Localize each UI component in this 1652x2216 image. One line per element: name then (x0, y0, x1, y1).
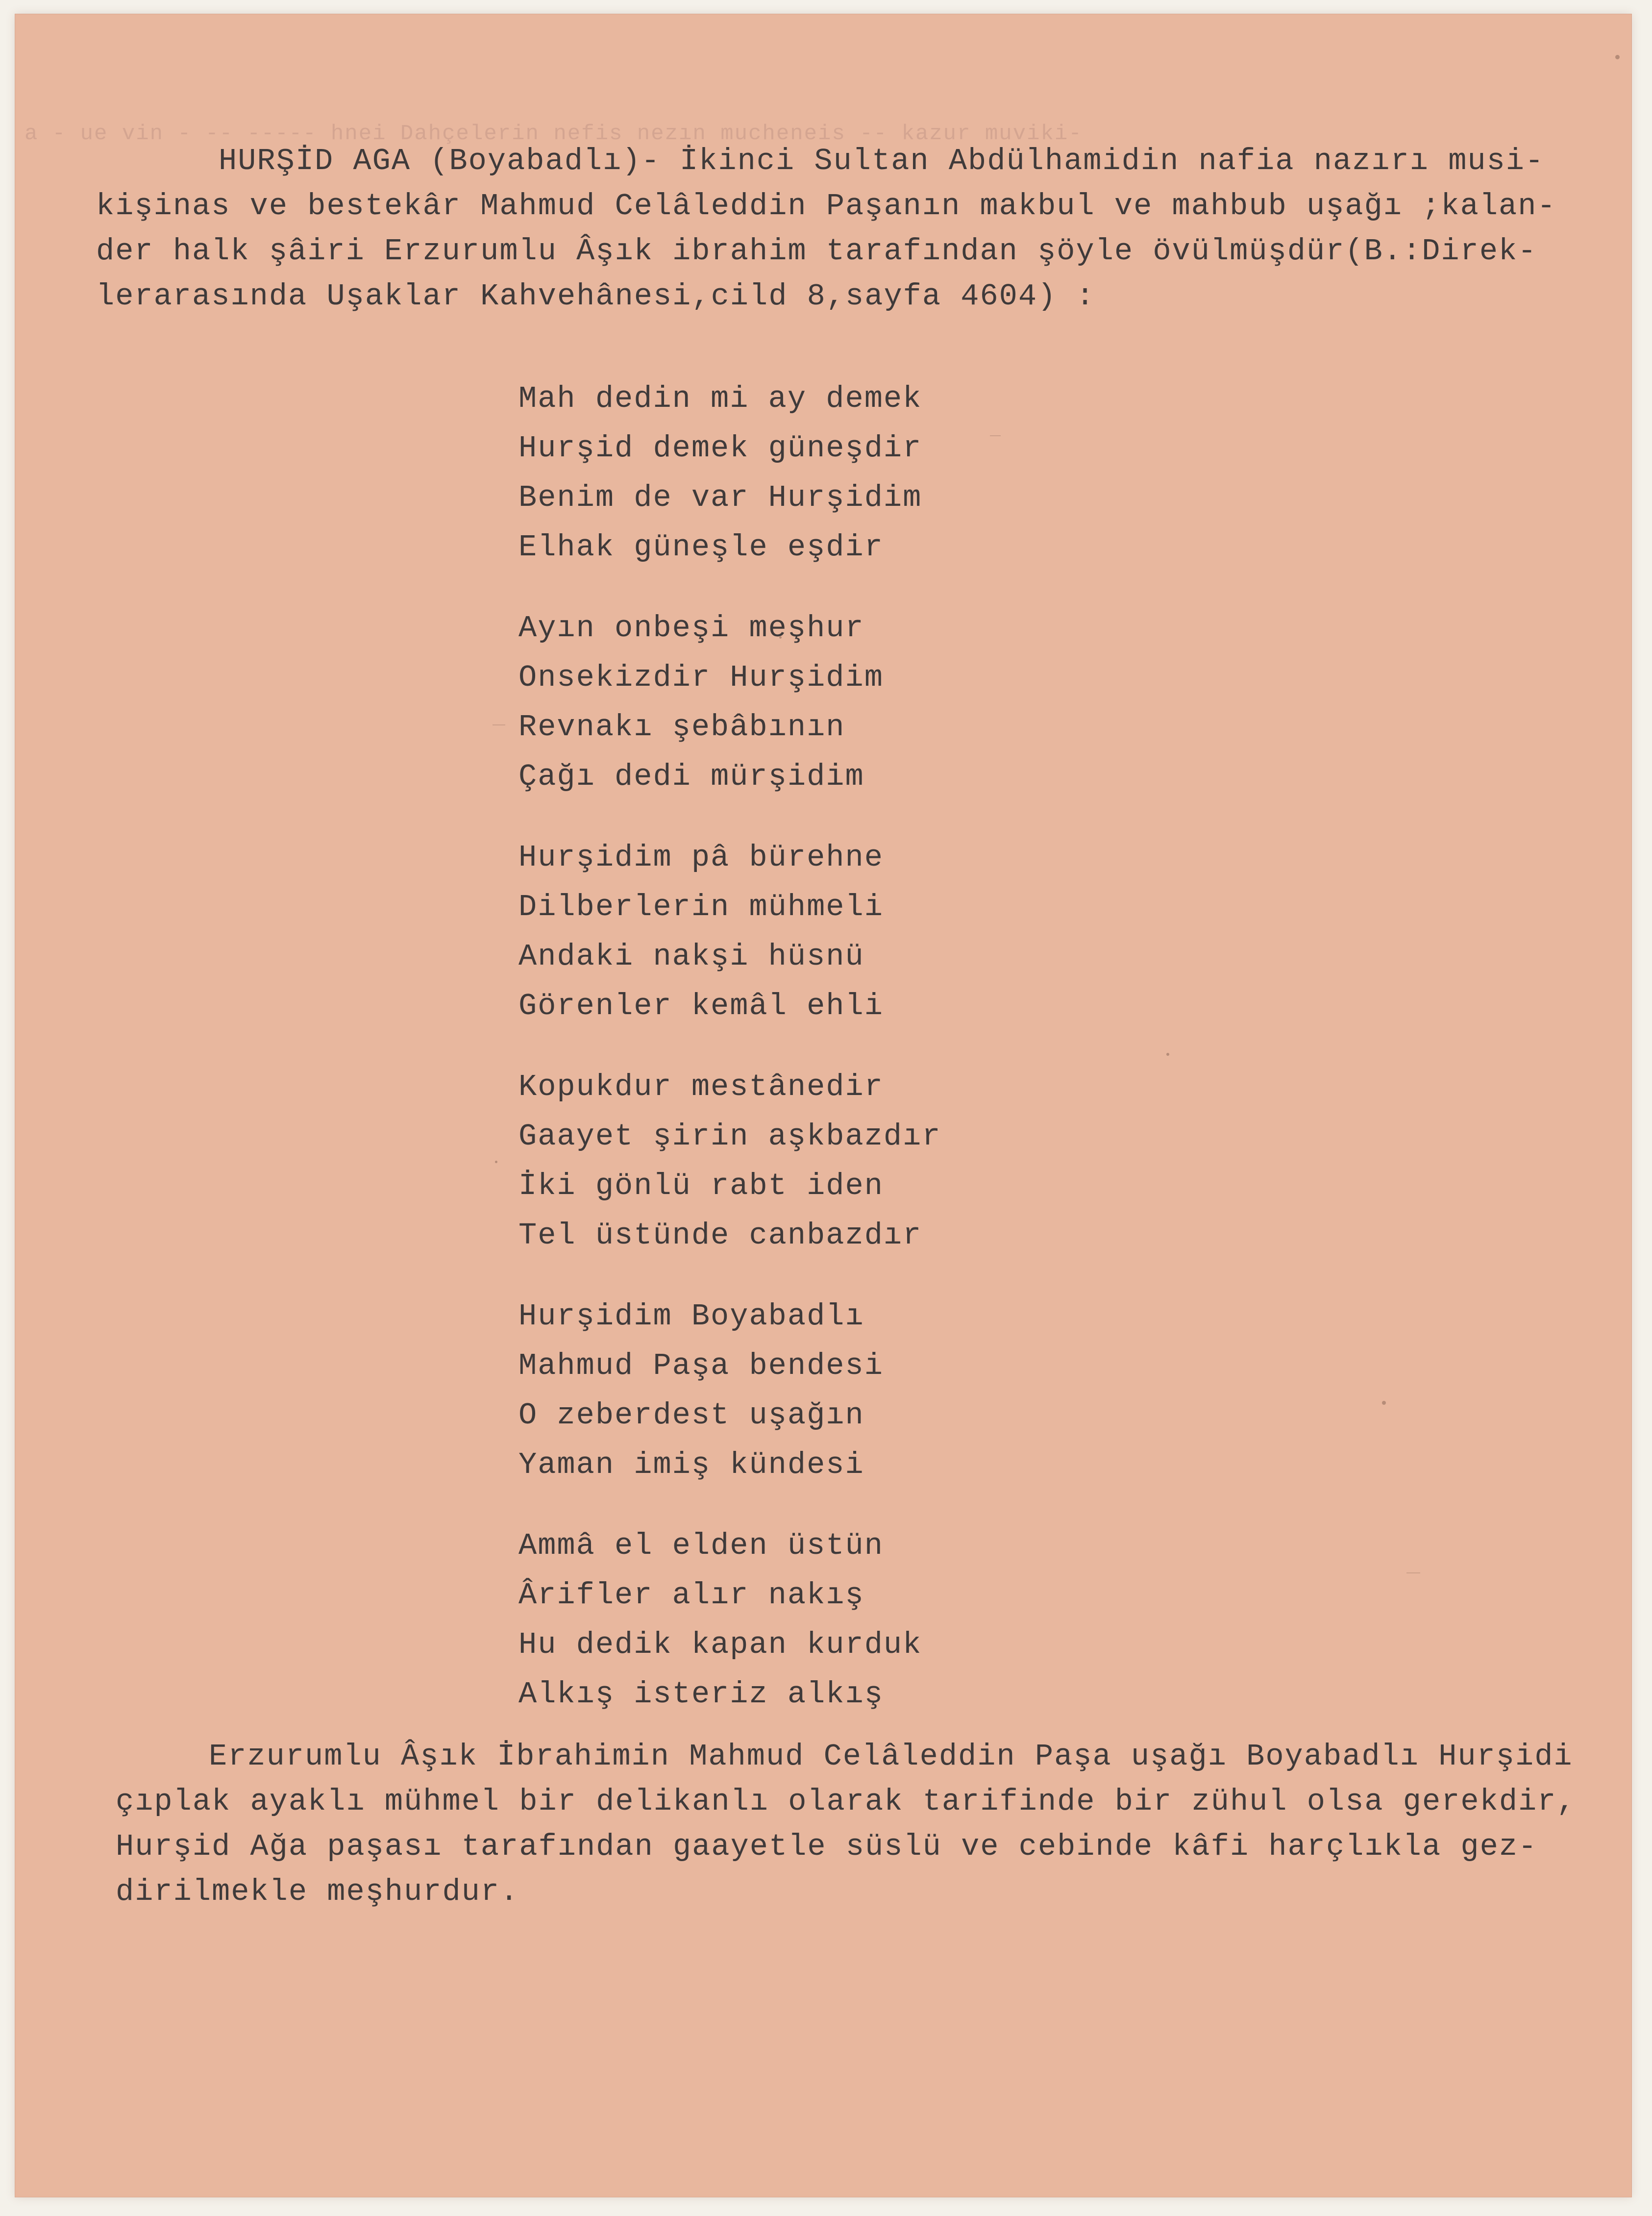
intro-paragraph (96, 139, 1556, 319)
bleed-through-text: a - ue vin - -- ----- hnei Dahçelerin nefis nezın mucheneis -- kazur muviki- (25, 122, 1083, 146)
paper-speck (1382, 1401, 1386, 1405)
stanza (518, 1062, 941, 1260)
closing-line: dirilmekle meşhurdur. (116, 1874, 519, 1909)
stanza (518, 833, 941, 1031)
intro-line: HURŞİD AGA (Boyabadlı)- İkinci Sultan Abdülhamidin nafia nazırı musi- (219, 144, 1545, 178)
stanza (518, 374, 941, 572)
intro-line: der halk şâiri Erzurumlu Âşık ibrahim tarafından şöyle övülmüşdür(B.:Direk- (96, 234, 1537, 269)
closing-line: Erzurumlu Âşık İbrahimin Mahmud Celâleddin Paşa uşağı Boyabadlı Hurşidi (209, 1739, 1573, 1774)
verse-line: O zeberdest uşağın (518, 1398, 864, 1433)
verse-line: Mahmud Paşa bendesi (518, 1348, 884, 1383)
verse-line: Kopukdur mestânedir (518, 1070, 884, 1104)
stanza (518, 1292, 941, 1490)
verse-line: Hurşid demek güneşdir (518, 431, 922, 466)
paper-speck (495, 1161, 497, 1163)
verse-line: Ârifler alır nakış (518, 1578, 864, 1613)
verse-line: Alkış isteriz alkış (518, 1677, 884, 1712)
paper-speck (1166, 1053, 1169, 1056)
verse-line: Tel üstünde canbazdır (518, 1218, 922, 1253)
paper-fiber (493, 724, 505, 725)
paper-sheet (15, 14, 1632, 2197)
closing-paragraph (116, 1734, 1576, 1915)
verse-line: Görenler kemâl ehli (518, 989, 884, 1023)
verse-line: Ammâ el elden üstün (518, 1528, 884, 1563)
verse-line: Elhak güneşle eşdir (518, 530, 884, 565)
poem (518, 374, 941, 1750)
verse-line: Hurşidim Boyabadlı (518, 1299, 864, 1334)
intro-line: lerarasında Uşaklar Kahvehânesi,cild 8,sayfa 4604) : (96, 279, 1095, 314)
verse-line: Hu dedik kapan kurduk (518, 1627, 922, 1662)
paper-fiber (1406, 1572, 1420, 1573)
verse-line: Benim de var Hurşidim (518, 480, 922, 515)
verse-line: Çağı dedi mürşidim (518, 759, 864, 794)
paper-speck (1615, 55, 1620, 59)
verse-line: İki gönlü rabt iden (518, 1169, 884, 1203)
paper-speck (779, 636, 782, 639)
verse-line: Ayın onbeşi meşhur (518, 611, 864, 646)
stanza (518, 1521, 941, 1719)
stanza (518, 603, 941, 801)
verse-line: Dilberlerin mühmeli (518, 890, 884, 924)
verse-line: Yaman imiş kündesi (518, 1447, 864, 1482)
verse-line: Andaki nakşi hüsnü (518, 939, 864, 974)
closing-line: çıplak ayaklı mühmel bir delikanlı olarak tarifinde bir zühul olsa gerekdir, (116, 1784, 1576, 1819)
intro-line: kişinas ve bestekâr Mahmud Celâleddin Paşanın makbul ve mahbub uşağı ;kalan- (96, 189, 1556, 224)
verse-line: Mah dedin mi ay demek (518, 381, 922, 416)
closing-line: Hurşid Ağa paşası tarafından gaayetle süslü ve cebinde kâfi harçlıkla gez- (116, 1829, 1538, 1864)
verse-line: Revnakı şebâbının (518, 710, 845, 745)
paper-fiber (990, 435, 1001, 436)
verse-line: Onsekizdir Hurşidim (518, 660, 884, 695)
verse-line: Gaayet şirin aşkbazdır (518, 1119, 941, 1154)
verse-line: Hurşidim pâ bürehne (518, 840, 884, 875)
